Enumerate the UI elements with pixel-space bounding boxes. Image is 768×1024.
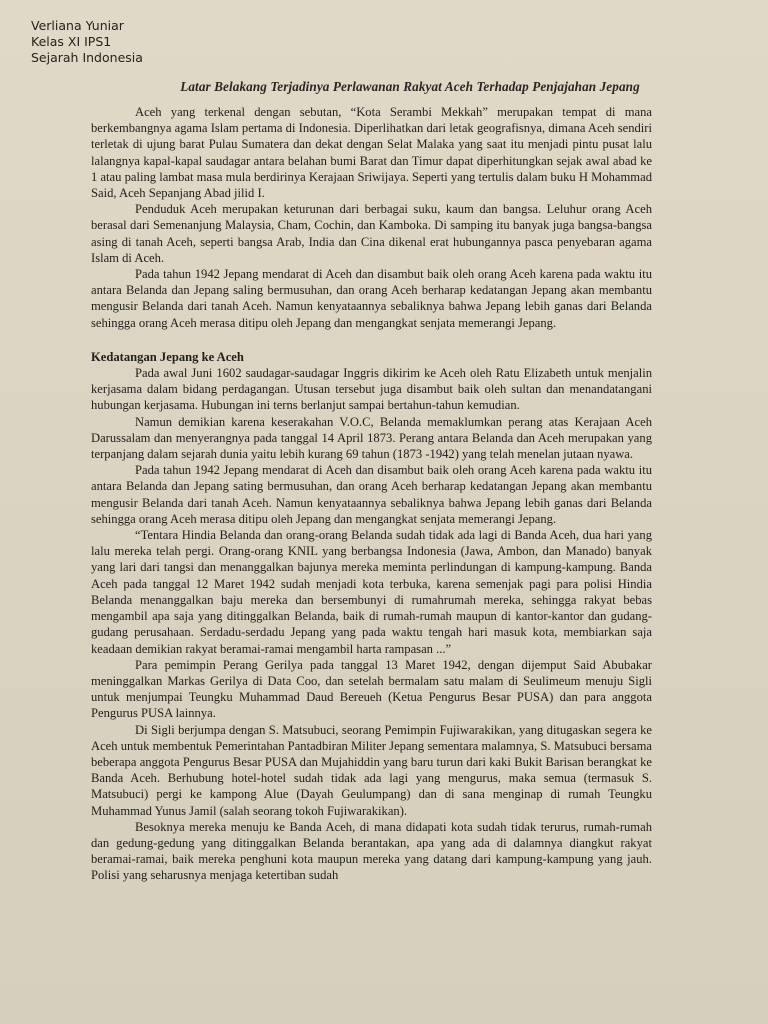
author-name: Verliana Yuniar bbox=[31, 18, 124, 33]
author-class: Kelas XI IPS1 bbox=[31, 34, 112, 49]
paragraph: Di Sigli berjumpa dengan S. Matsubuci, seorang Pemimpin Fujiwarakikan, yang ditugaskan segera ke Aceh untuk membentuk Pemerintahan Pantadbiran Militer Jepang sementara malamnya, S. Matsubuci bersama beberapa anggota Pengurus Besar PUSA dan Mujahiddin yang baru turun dari kaki Bukit Barisan berangkat ke Banda Aceh. Berhubung hotel-hotel sudah tidak ada lagi yang mengurus, maka semua (termasuk S. Matsubuci) pergi ke kampong Alue (Dayah Geulumpang) dan di sana menginap di rumah Teungku Muhammad Yunus Jamil (salah seorang tokoh Fujiwarakikan). bbox=[91, 722, 652, 818]
author-header bbox=[31, 18, 143, 66]
quote-paragraph: “Tentara Hindia Belanda dan orang-orang Belanda sudah tidak ada lagi di Banda Aceh, dua hari yang lalu mereka telah pergi. Orang-orang KNIL yang berbangsa Indonesia (Jawa, Ambon, dan Manado) banyak yang lari dari tangsi dan menanggalkan bajunya mereka meminta perlindungan di kampung-kampung. Banda Aceh pada tanggal 12 Maret 1942 sudah menjadi kota terbuka, karena semenjak pagi para polisi Hindia Belanda menanggalkan baju mereka dan bersembunyi di rumahrumah mereka, sehingga rakyat bebas mengambil apa saja yang ditinggalkan Belanda, baik di rumah-rumah maupun di kantor-kantor dan gudang-gudang perusahaan. Serdadu-serdadu Jepang yang pada waktu tengah hari masuk kota, membiarkan saja keadaan demikian rakyat beramai-ramai mengambil harta rampasan ...” bbox=[91, 528, 652, 656]
paragraph: Para pemimpin Perang Gerilya pada tanggal 13 Maret 1942, dengan dijemput Said Abubakar meninggalkan Markas Gerilya di Data Coo, dan setelah bermalam satu malam di Seulimeum menuju Sigli untuk menjumpai Teungku Muhammad Daud Bereueh (Ketua Pengurus Besar PUSA) dan para anggota Pengurus PUSA lainnya. bbox=[91, 657, 652, 721]
document-body bbox=[91, 104, 652, 884]
paragraph: Aceh yang terkenal dengan sebutan, “Kota Serambi Mekkah” merupakan tempat di mana berkembangnya agama Islam pertama di Indonesia. Diperlihatkan dari letak geografisnya, dimana Aceh sendiri terletak di ujung barat Pulau Sumatera dan dekat dengan Selat Malaka yang saat itu menjadi pintu pusat lalu lalangnya kapal-kapal saudagar antara belahan bumi Barat dan Timur dapat diperhitungkan sejak awal abad ke 1 atau paling lambat masa mula berdirinya Kerajaan Sriwijaya. Seperti yang tertulis dalam buku H Mohammad Said, Aceh Sepanjang Abad jilid I. bbox=[91, 105, 652, 201]
document-title: Latar Belakang Terjadinya Perlawanan Rakyat Aceh Terhadap Penjajahan Jepang bbox=[180, 79, 640, 94]
paragraph: Pada tahun 1942 Jepang mendarat di Aceh dan disambut baik oleh orang Aceh karena pada waktu itu antara Belanda dan Jepang sating bermusuhan, dan orang Aceh berharap kedatangan Jepang akan membantu mengusir Belanda dari tanah Aceh. Namun kenyataannya sebaliknya bahwa Jepang lebih ganas dari Belanda sehingga orang Aceh merasa ditipu oleh Jepang dan mengangkat senjata memerangi Jepang. bbox=[91, 463, 652, 526]
paragraph: Namun demikian karena keserakahan V.O.C, Belanda memaklumkan perang atas Kerajaan Aceh Darussalam dan menyerangnya pada tanggal 14 April 1873. Perang antara Belanda dan Aceh merupakan yang terpanjang dalam sejarah dunia yaitu lebih kurang 69 tahun (1873 -1942) yang telah menelan jutaan nyawa. bbox=[91, 414, 652, 462]
subject-name: Sejarah Indonesia bbox=[31, 50, 143, 65]
section-heading: Kedatangan Jepang ke Aceh bbox=[91, 349, 244, 364]
paragraph: Penduduk Aceh merupakan keturunan dari berbagai suku, kaum dan bangsa. Leluhur orang Aceh berasal dari Semenanjung Malaysia, Cham, Cochin, dan Kamboka. Di samping itu banyak juga bangsa-bangsa asing di tanah Aceh, seperti bangsa Arab, India dan Cina dikenal erat hubungannya pasca penyebaran agama Islam di Aceh. bbox=[91, 202, 652, 265]
paragraph: Pada tahun 1942 Jepang mendarat di Aceh dan disambut baik oleh orang Aceh karena pada waktu itu antara Belanda dan Jepang saling bermusuhan, dan orang Aceh berharap kedatangan Jepang akan membantu mengusir Belanda dari tanah Aceh. Namun kenyataannya sebaliknya bahwa Jepang lebih ganas dari Belanda sehingga orang Aceh merasa ditipu oleh Jepang dan mengangkat senjata memerangi Jepang. bbox=[91, 267, 652, 330]
paragraph: Pada awal Juni 1602 saudagar-saudagar Inggris dikirim ke Aceh oleh Ratu Elizabeth untuk menjalin kerjasama dalam bidang perdagangan. Utusan tersebut juga disambut baik oleh sultan dan menandatangani hubungan kerjasama. Hubungan ini terns berlanjut sampai bertahun-tahun kemudian. bbox=[91, 366, 652, 413]
paragraph: Besoknya mereka menuju ke Banda Aceh, di mana didapati kota sudah tidak terurus, rumah-rumah dan gedung-gedung yang ditinggalkan Belanda berantakan, apa yang ada di dalamnya diangkut rakyat beramai-ramai, baik mereka penghuni kota maupun mereka yang datang dari kampung-kampung yang jauh. Polisi yang seharusnya menjaga ketertiban sudah bbox=[91, 819, 652, 883]
